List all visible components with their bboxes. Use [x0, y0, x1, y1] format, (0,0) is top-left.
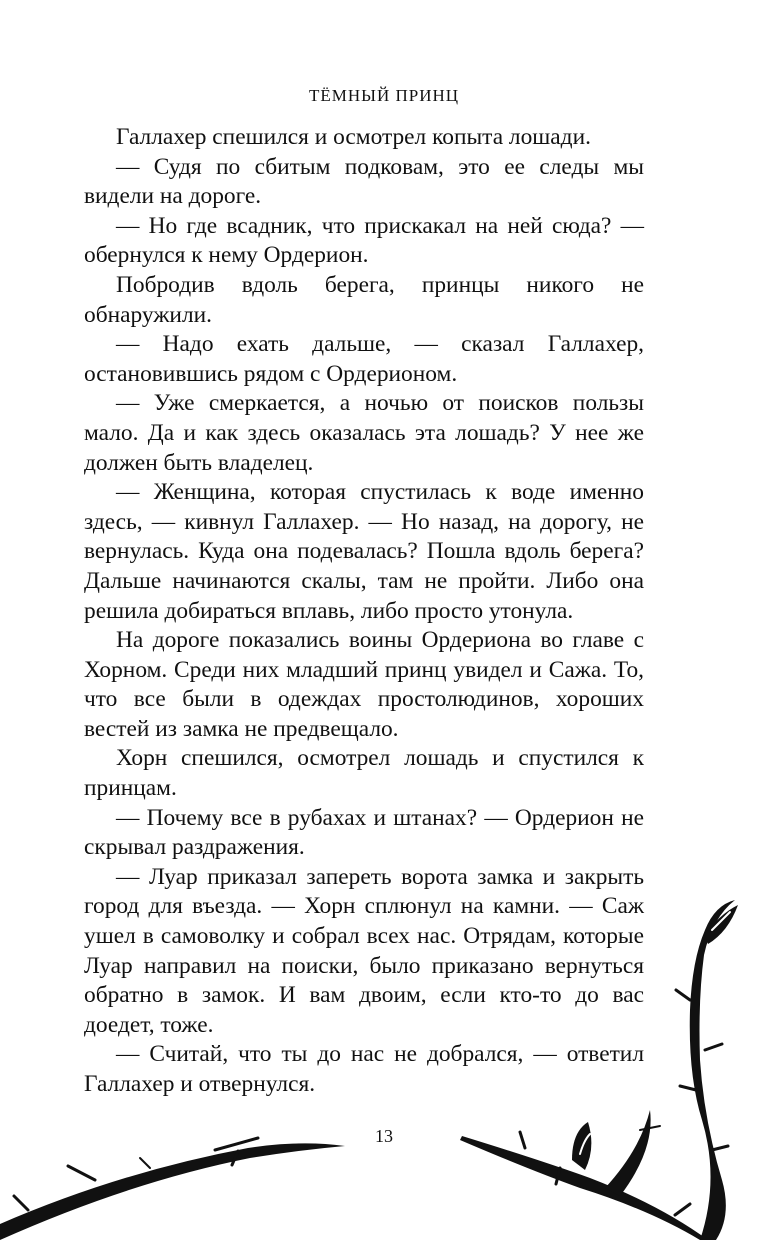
- paragraph: — Почему все в рубахах и штанах? — Ордерион не скрывал раздражения.: [84, 804, 644, 861]
- paragraph: — Судя по сбитым подковам, это ее следы мы видели на дороге.: [84, 153, 644, 210]
- paragraph: — Но где всадник, что прискакал на ней сюда? — обернулся к нему Ордерион.: [84, 212, 644, 269]
- page-number: 13: [375, 1126, 393, 1146]
- paragraph: — Женщина, которая спустилась к воде именно здесь, — кивнул Галлахер. — Но назад, на дорогу, не вернулась. Куда она подевалась? Пошла вдоль берега? Дальше начинаются скалы, там не пройти. Либо она решила добираться вплавь, либо просто утонула.: [84, 479, 644, 624]
- paragraph: — Считай, что ты до нас не добрался, — ответил Галлахер и отвернулся.: [84, 1041, 644, 1097]
- paragraph: На дороге показались воины Ордериона во главе с Хорном. Среди них младший принц увидел и Сажа. То, что все были в одеждах простолюдинов, хороших вестей из замка не предвещало.: [84, 627, 644, 742]
- paragraph: — Уже смеркается, а ночью от поисков пользы мало. Да и как здесь оказалась эта лошадь? У нее же должен быть владелец.: [84, 390, 644, 476]
- paragraph: Побродив вдоль берега, принцы никого не обнаружили.: [84, 271, 644, 328]
- running-title: ТЁМНЫЙ ПРИНЦ: [308, 86, 460, 105]
- paragraph: — Луар приказал запереть ворота замка и закрыть город для въезда. — Хорн сплюнул на камни. — Саж ушел в самоволку и собрал всех нас. Отрядам, которые Луар направил на поиски, было приказано вернуться обратно в замок. И вам двоим, если кто-то до вас доедет, тоже.: [84, 863, 644, 1038]
- paragraph: — Надо ехать дальше, — сказал Галлахер, остановившись рядом с Ордерионом.: [84, 331, 644, 387]
- paragraph: Хорн спешился, осмотрел лошадь и спустился к принцам.: [84, 745, 644, 802]
- paragraph: Галлахер спешился и осмотрел копыта лошади.: [116, 124, 591, 150]
